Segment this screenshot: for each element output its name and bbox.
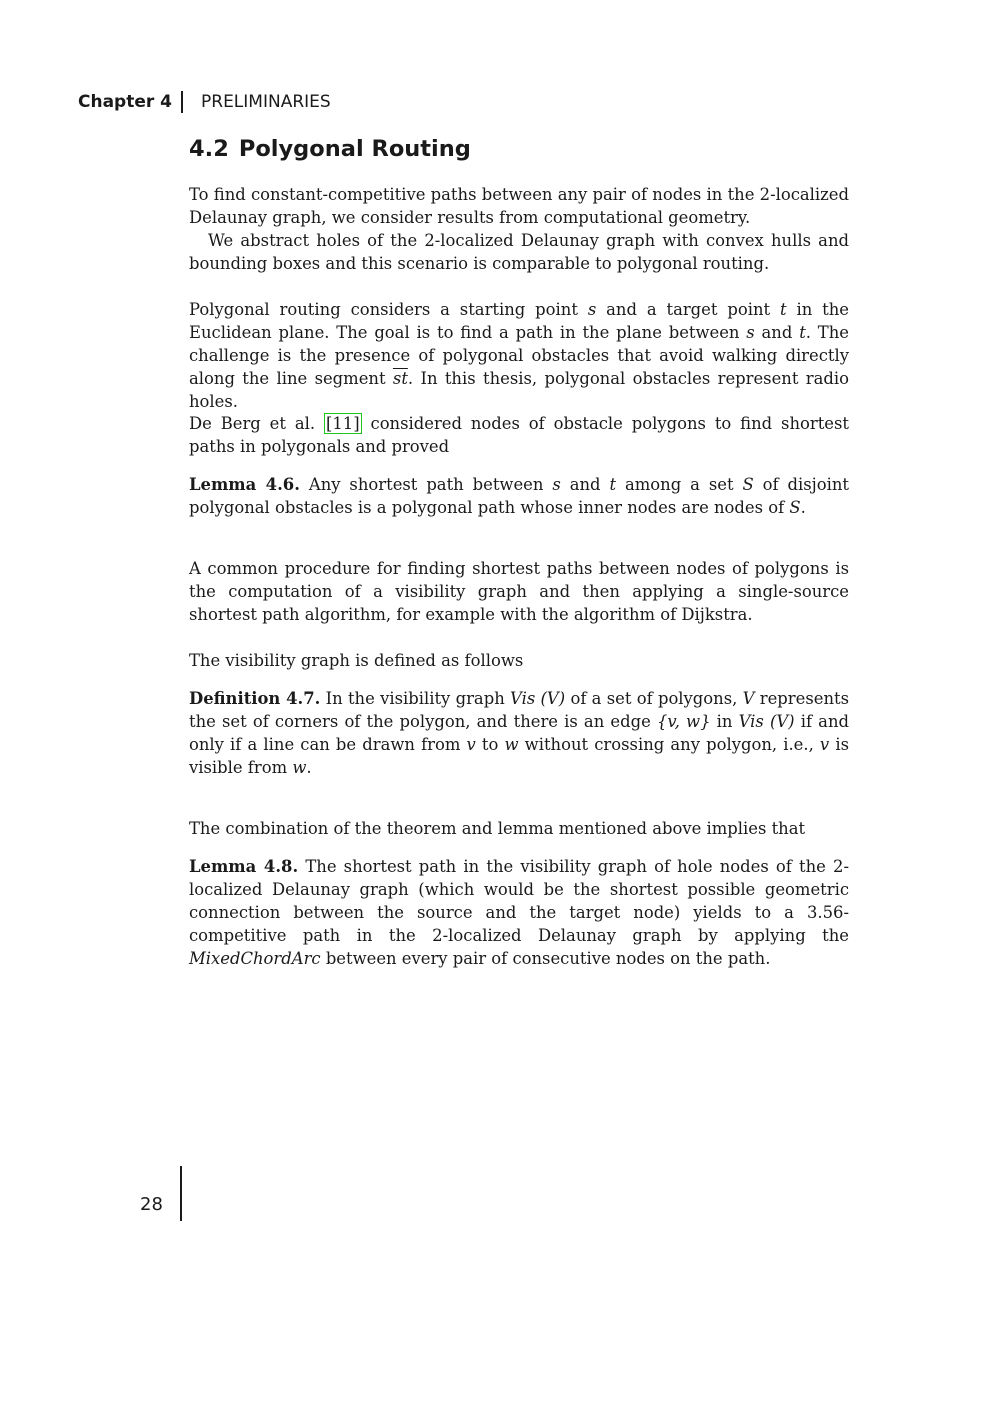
citation-link[interactable]: [11]	[325, 414, 360, 433]
definition-label: Definition 4.7.	[189, 689, 321, 708]
paragraph-intro: To find constant-competitive paths between any pair of nodes in the 2-localized Delaunay graph, we consider results from computational geometry.	[189, 185, 849, 227]
paragraph-polygonal-routing: Polygonal routing considers a starting point s and a target point t in the Euclidean plane. The goal is to find a path in the plane between s and t. The challenge is the presence of polygonal obstacles that avoid walking directly along the line segment $\overline{st}$. In this thesis, polygonal obstacles represent radio holes.	[189, 300, 849, 411]
lemma-label: Lemma 4.6.	[189, 475, 300, 494]
definition-4-7: Definition 4.7. In the visibility graph Vis (V) of a set of polygons, V represents the set of corners of the polygon, and there is an edge {v, w} in Vis (V) if and only if a line can be drawn from v to w without crossing any polygon, i.e., v is visible from w.	[189, 689, 849, 777]
chapter-title: PRELIMINARIES	[201, 92, 331, 112]
lemma-4-8: Lemma 4.8. The shortest path in the visibility graph of hole nodes of the 2-localized Delaunay graph (which would be the shortest possible geometric connection between the source and the target node) yields to a 3.56-competitive path in the 2-localized Delaunay graph by applying the MixedChordArc between every pair of consecutive nodes on the path.	[189, 857, 849, 968]
section-number: 4.2	[189, 136, 229, 162]
paragraph-combination: The combination of the theorem and lemma mentioned above implies that	[189, 819, 806, 838]
section-title: Polygonal Routing	[238, 136, 471, 162]
paragraph-de-berg: De Berg et al. [11] considered nodes of obstacle polygons to find shortest paths in polygonals and proved	[189, 414, 849, 456]
section-heading	[189, 136, 471, 162]
paragraph-visibility-intro: The visibility graph is defined as follows	[189, 651, 524, 670]
header-divider	[181, 91, 183, 113]
lemma-4-6: Lemma 4.6. Any shortest path between s and t among a set S of disjoint polygonal obstacles is a polygonal path whose inner nodes are nodes of S.	[189, 475, 849, 517]
footer-divider	[180, 1166, 182, 1221]
paragraph-visibility-procedure: A common procedure for finding shortest paths between nodes of polygons is the computation of a visibility graph and then applying a single-source shortest path algorithm, for example with the algorithm of Dijkstra.	[189, 559, 849, 624]
chapter-label: Chapter 4	[78, 92, 173, 112]
paragraph-abstract-holes: We abstract holes of the 2-localized Delaunay graph with convex hulls and bounding boxes and this scenario is comparable to polygonal routing.	[189, 231, 849, 273]
page-number: 28	[140, 1194, 163, 1215]
lemma-label: Lemma 4.8.	[189, 857, 299, 876]
segment-st: $\overline{st}$	[392, 369, 408, 388]
algorithm-name: MixedChordArc	[189, 949, 321, 968]
